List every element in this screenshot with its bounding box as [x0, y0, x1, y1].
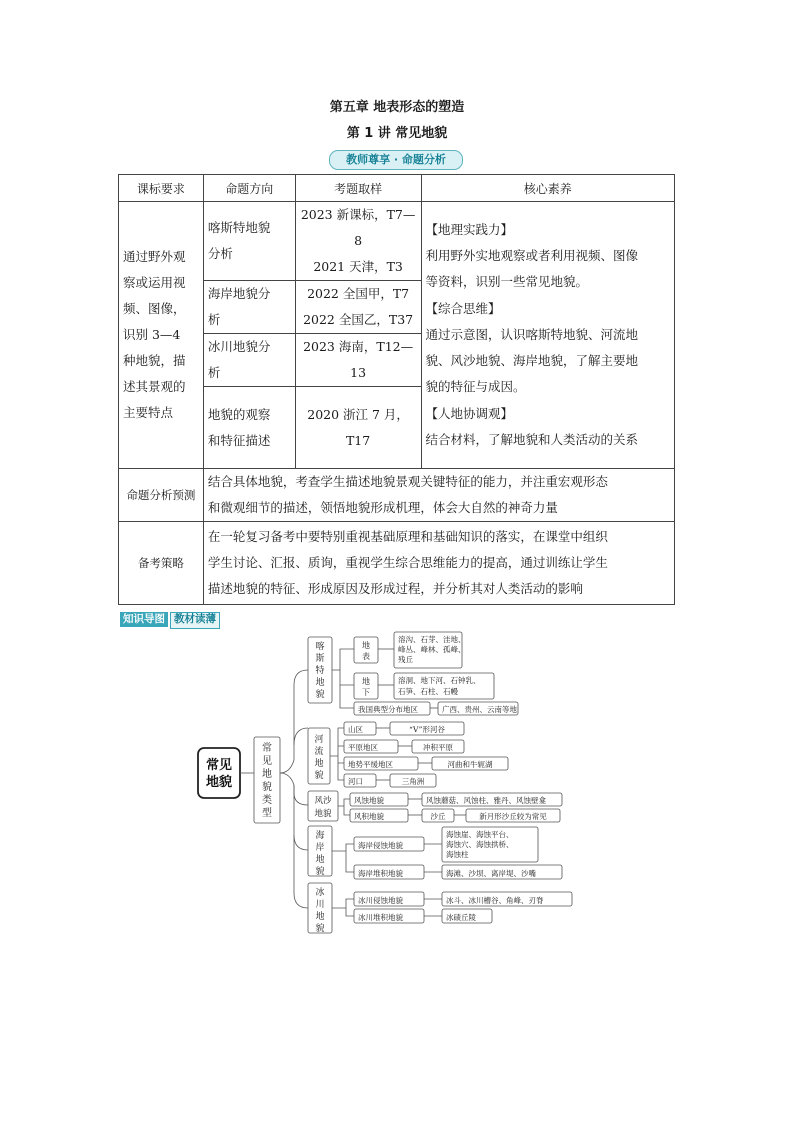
karst-text: 貌 — [315, 690, 325, 700]
karst-text: 特 — [315, 666, 325, 676]
river-text: 貌 — [314, 771, 324, 781]
glacial-text: 川 — [315, 900, 325, 910]
aeolian-type-text: 风蚀地貌 — [354, 796, 384, 805]
dune-text: 沙丘 — [430, 812, 446, 821]
sample-cell — [295, 281, 421, 334]
branch-glacial — [294, 835, 308, 908]
header-cell: 考题取样 — [295, 175, 421, 202]
surface-items-text: 溶沟、石芽、洼地、 — [398, 635, 466, 644]
literacy-line: 【综合思维】 — [425, 300, 501, 316]
table-header-row — [119, 175, 675, 202]
river-text: 地 — [314, 759, 324, 769]
river-place-text: 平原地区 — [348, 743, 378, 752]
landform-mind-map — [190, 625, 590, 937]
aeolian-type-text: 风积地貌 — [354, 812, 384, 821]
root-node — [198, 748, 240, 798]
prediction-line: 结合具体地貌，考查学生描述地貌景观关键特征的能力，并注重宏观形态 — [207, 474, 608, 489]
coastal-erosion-items-text: 海蚀崖、海蚀平台、 — [446, 830, 514, 839]
requirement-line: 种地貌，描 — [123, 353, 186, 368]
root-text: 地貌 — [205, 775, 233, 790]
dune-note-text: 新月形沙丘较为常见 — [479, 812, 547, 821]
direction-line: 海岸地貌分 — [207, 286, 271, 301]
type-text: 类 — [262, 795, 272, 806]
strategy-line: 描述地貌的特征、形成原因及形成过程，并分析其对人类活动的影响 — [207, 581, 583, 596]
river-place-text: 河口 — [348, 777, 363, 786]
sample-line: 2022 全国乙，T37 — [303, 312, 414, 327]
river-form-text: 冲积平原 — [423, 743, 453, 752]
type-text: 见 — [262, 756, 272, 767]
chapter-title: 第五章 地表形态的塑造 — [329, 100, 465, 115]
aeolian-text: 风沙 — [314, 796, 332, 806]
literacy-line: 【人地协调观】 — [425, 405, 514, 421]
coastal-text: 海 — [315, 831, 325, 841]
type-text: 常 — [262, 743, 272, 754]
direction-line: 喀斯特地貌 — [207, 220, 271, 235]
direction-line: 和特征描述 — [207, 432, 271, 448]
knowledge-map-tag: 知识导图 — [120, 612, 168, 627]
direction-line: 析 — [207, 365, 221, 380]
coastal-text: 地 — [315, 855, 325, 865]
river-place-text: 山区 — [348, 725, 363, 734]
teacher-analysis-badge: 教师尊享 · 命题分析 — [329, 150, 463, 170]
literacy-line: 貌、风沙地貌、海岸地貌，了解主要地 — [425, 353, 639, 369]
distribution-value-text: 广西、贵州、云南等地 — [442, 705, 517, 714]
direction-line: 冰川地貌分 — [207, 339, 271, 354]
river-place-text: 地势平缓地区 — [348, 760, 393, 769]
literacy-line: 利用野外实地观察或者利用视频、图像 — [425, 248, 639, 264]
table-row — [119, 522, 675, 605]
river-form-text: 河曲和牛轭湖 — [447, 760, 493, 769]
direction-line: 析 — [207, 312, 221, 327]
strategy-line: 学生讨论、汇报、质询，重视学生综合思维能力的提高，通过训练让学生 — [207, 555, 608, 570]
requirement-line: 察或运用视 — [123, 275, 186, 290]
type-text: 地 — [262, 769, 272, 780]
karst-connectors — [332, 649, 354, 708]
branch-river — [294, 728, 308, 745]
literacy-cell — [421, 202, 675, 469]
karst-text: 地 — [315, 678, 325, 688]
literacy-line: 等资料，识别一些常见地貌。 — [425, 274, 589, 290]
direction-cell — [203, 202, 295, 281]
surface-items-text: 残丘 — [398, 655, 413, 664]
direction-line: 分析 — [207, 246, 233, 261]
aeolian-items-text: 风蚀蘑菇、风蚀柱、雅丹、风蚀壁龛 — [426, 796, 546, 805]
requirement-cell — [119, 202, 204, 469]
coastal-erosion-text: 海岸侵蚀地貌 — [358, 841, 403, 850]
underground-text: 地 — [362, 677, 370, 686]
textbook-tag: 教材读薄 — [170, 612, 220, 629]
glacial-deposition-items-text: 冰碛丘陵 — [446, 913, 476, 922]
karst-text: 喀 — [315, 642, 325, 652]
strategy-cell — [203, 522, 674, 605]
requirement-line: 述其景观的 — [123, 379, 186, 394]
strategy-label: 备考策略 — [119, 522, 204, 605]
literacy-line: 通过示意图，认识喀斯特地貌、河流地 — [425, 326, 639, 342]
aeolian-text: 地貌 — [314, 809, 332, 819]
sample-cell — [295, 334, 421, 387]
sample-cell — [295, 387, 421, 469]
coastal-erosion-items-text: 海蚀柱 — [446, 850, 469, 859]
surface-text: 表 — [362, 652, 370, 661]
type-text: 型 — [262, 808, 272, 819]
sample-line: 2021 天津，T3 — [313, 259, 403, 274]
glacial-erosion-items-text: 冰斗、冰川槽谷、角峰、刃脊 — [446, 896, 544, 905]
glacial-text: 冰 — [315, 888, 325, 898]
coastal-text: 貌 — [315, 867, 325, 877]
direction-cell — [203, 334, 295, 387]
prediction-cell — [203, 469, 674, 522]
river-connectors — [330, 728, 344, 780]
glacial-deposition-text: 冰川堆积地貌 — [358, 913, 403, 922]
river-form-text: “V”形河谷 — [408, 725, 446, 734]
sample-cell — [295, 202, 421, 281]
strategy-line: 在一轮复习备考中要特别重视基础原理和基础知识的落实，在课堂中组织 — [207, 529, 608, 544]
sample-line: 2023 海南，T12—13 — [303, 339, 414, 380]
header-cell: 核心素养 — [421, 175, 675, 202]
prediction-label: 命题分析预测 — [119, 469, 204, 522]
glacial-erosion-text: 冰川侵蚀地貌 — [358, 896, 403, 905]
glacial-connectors — [332, 899, 354, 916]
underground-text: 下 — [362, 688, 370, 697]
sample-line: 2023 新课标，T7—8 — [300, 207, 416, 248]
literacy-line: 【地理实践力】 — [425, 222, 514, 238]
coastal-deposition-text: 海岸堆积地貌 — [358, 869, 403, 878]
branch-karst — [280, 670, 308, 773]
glacial-text: 地 — [315, 912, 325, 922]
distribution-text: 我国典型分布地区 — [358, 705, 418, 714]
header-cell: 课标要求 — [119, 175, 204, 202]
literacy-line: 结合材料，了解地貌和人类活动的关系 — [425, 431, 639, 447]
direction-cell — [203, 387, 295, 469]
analysis-table — [118, 174, 675, 605]
river-text: 流 — [314, 747, 324, 757]
karst-text: 斯 — [315, 654, 325, 664]
direction-cell — [203, 281, 295, 334]
coastal-text: 岸 — [315, 843, 325, 853]
prediction-line: 和微观细节的描述，领悟地貌形成机理，体会大自然的神奇力量 — [207, 500, 558, 515]
river-text: 河 — [314, 735, 324, 745]
surface-text: 地 — [362, 641, 370, 650]
requirement-line: 频、图像， — [123, 301, 186, 316]
coastal-erosion-items-text: 海蚀穴、海蚀拱桥、 — [446, 840, 514, 849]
surface-items-text: 峰丛、峰林、孤峰、 — [398, 645, 466, 654]
underground-items-text: 溶洞、地下河、石钟乳、 — [398, 676, 481, 685]
literacy-line: 貌的特征与成因。 — [425, 379, 526, 395]
requirement-line: 识别 3—4 — [123, 327, 181, 342]
requirement-line: 主要特点 — [123, 405, 174, 420]
direction-line: 地貌的观察 — [207, 406, 271, 422]
coastal-deposition-items-text: 海滩、沙坝、离岸堤、沙嘴 — [446, 869, 536, 878]
river-form-text: 三角洲 — [401, 777, 425, 786]
underground-items-text: 石笋、石柱、石幔 — [398, 687, 458, 696]
requirement-line: 通过野外观 — [123, 249, 186, 264]
sample-line: 2022 全国甲，T7 — [307, 286, 410, 301]
lesson-title: 第 1 讲 常见地貌 — [346, 126, 448, 141]
table-row — [119, 469, 675, 522]
glacial-text: 貌 — [315, 924, 325, 934]
sample-line: 2020 浙江 7 月，T17 — [307, 406, 409, 448]
type-text: 貌 — [262, 782, 272, 793]
header-cell: 命题方向 — [203, 175, 295, 202]
table-row — [119, 202, 675, 281]
branch-coastal — [294, 785, 308, 850]
root-text: 常见 — [205, 758, 233, 773]
aeolian-connectors — [338, 799, 350, 815]
coastal-connectors — [332, 844, 354, 872]
